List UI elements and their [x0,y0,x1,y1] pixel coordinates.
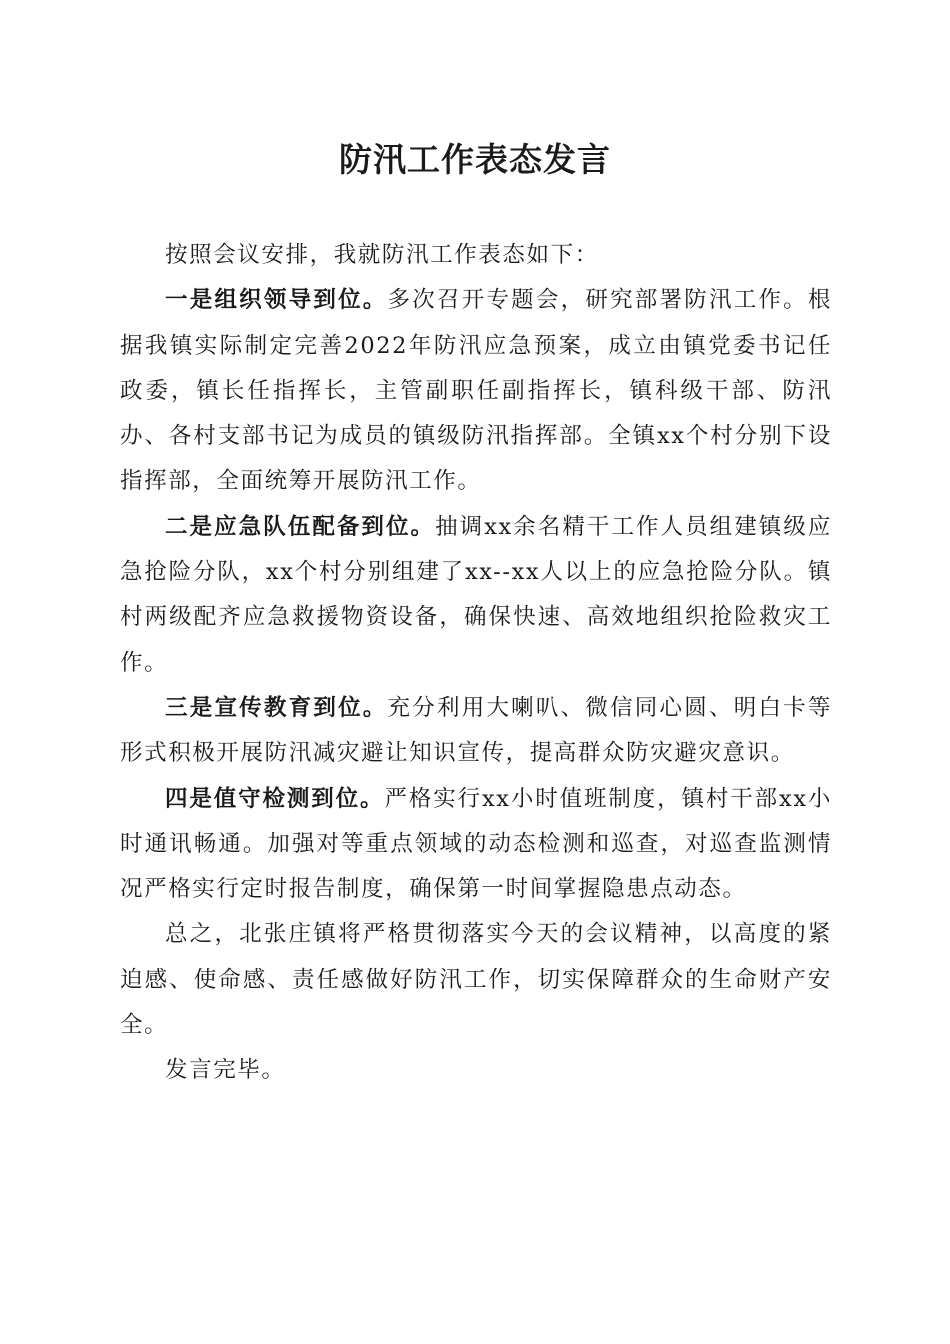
intro-paragraph: 按照会议安排，我就防汛工作表态如下： [165,242,599,268]
closing-paragraph: 发言完毕。 [165,1057,286,1084]
document-title: 防汛工作表态发言 [339,140,611,179]
point-paragraph-2 [120,505,832,686]
document-body [120,233,832,1094]
point-lead: 二是应急队伍配备到位。 [165,513,436,540]
point-lead: 一是组织领导到位。 [165,287,388,314]
point-paragraph-1 [120,278,832,504]
point-paragraph-3 [120,686,832,777]
point-text: 抽调xx余名精干工作人员组建镇级应急抢险分队，xx个村分别组建了xx--xx人以上的应急抢险分队。镇村两级配齐应急救援物资设备，确保快速、高效地组织抢险救灾工作。 [120,513,832,676]
point-text: 充分利用大喇叭、微信同心圆、明白卡等形式积极开展防汛减灾避让知识宣传，提高群众防灾避灾意识。 [120,694,832,767]
point-lead: 三是宣传教育到位。 [165,694,388,721]
conclusion-paragraph: 总之，北张庄镇将严格贯彻落实今天的会议精神，以高度的紧迫感、使命感、责任感做好防汛工作，切实保障群众的生命财产安全。 [120,921,832,1039]
point-text: 严格实行xx小时值班制度，镇村干部xx小时通讯畅通。加强对等重点领域的动态检测和巡查，对巡查监测情况严格实行定时报告制度，确保第一时间掌握隐患点动态。 [120,785,832,903]
point-text: 多次召开专题会，研究部署防汛工作。根据我镇实际制定完善2022年防汛应急预案，成立由镇党委书记任政委，镇长任指挥长，主管副职任副指挥长，镇科级干部、防汛办、各村支部书记为成员的镇级防汛指挥部。全镇xx个村分别下设指挥部，全面统筹开展防汛工作。 [120,287,832,495]
point-paragraph-4 [120,777,832,913]
point-lead: 四是值守检测到位。 [165,785,385,812]
